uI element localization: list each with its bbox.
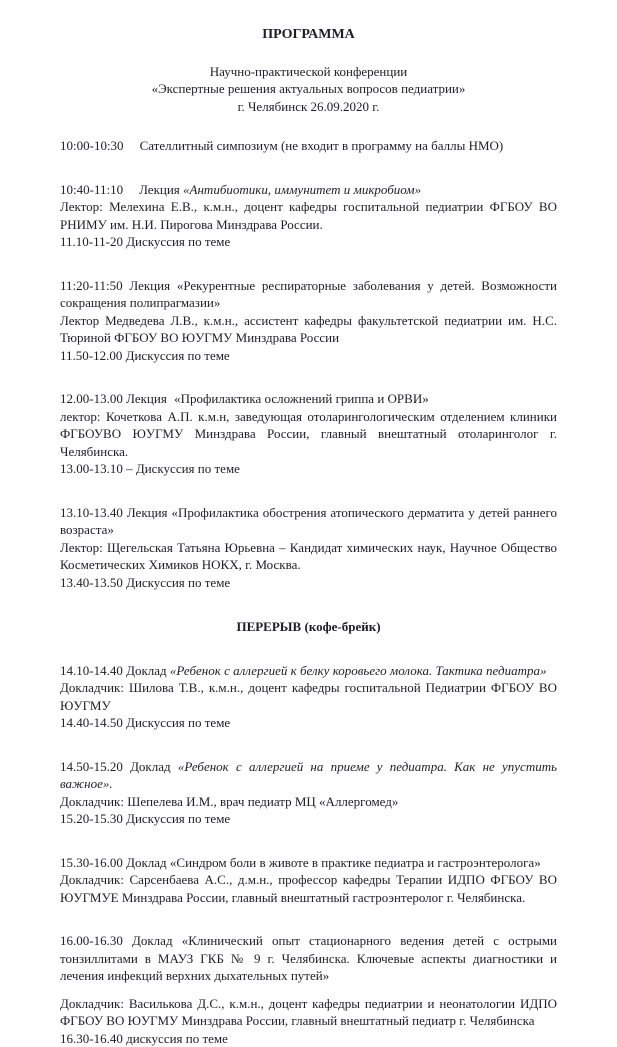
- discussion-line: 16.30-16.40 дискуссия по теме: [60, 1030, 557, 1047]
- program-section: [60, 932, 557, 1047]
- session-title: «Профилактика осложнений гриппа и ОРВИ»: [174, 391, 429, 406]
- speaker-line: Докладчик: Василькова Д.С., к.м.н., доцент кафедры педиатрии и неонатологии ИДПО ФГБОУ ВО ЮУГМУ Минздрава России, главный внештатный педиатр г. Челябинска: [60, 995, 557, 1030]
- discussion-line: 15.20-15.30 Дискуссия по теме: [60, 810, 557, 828]
- speaker-line: лектор: Кочеткова А.П. к.м.н, заведующая отоларингологическим отделением клиники ФГБОУВО ЮУГМУ Минздрава России, главный внештатный отоларинголог г. Челябинска.: [60, 408, 557, 461]
- session-time: 14.50-15.20: [60, 759, 123, 774]
- session-time: 12.00-13.00: [60, 391, 123, 406]
- session-title: «Ребенок с аллергией на приеме у педиатра. Как не упустить важное».: [60, 759, 557, 792]
- session-heading: [60, 181, 557, 199]
- session-type: Лекция: [129, 278, 170, 293]
- session-type: Доклад: [130, 759, 171, 774]
- discussion-line: 14.40-14.50 Дискуссия по теме: [60, 714, 557, 732]
- conference-name: «Экспертные решения актуальных вопросов педиатрии»: [60, 80, 557, 98]
- program-section: [60, 854, 557, 907]
- discussion-line: 11.50-12.00 Дискуссия по теме: [60, 347, 557, 365]
- session-type: Лекция: [126, 391, 167, 406]
- conference-place-date: г. Челябинск 26.09.2020 г.: [60, 98, 557, 116]
- session-title: «Антибиотики, иммунитет и микробиом»: [183, 182, 421, 197]
- speaker-line: Лектор Медведева Л.В., к.м.н., ассистент кафедры факультетской педиатрии им. Н.С. Тюриной ФГБОУ ВО ЮУГМУ Минздрава России: [60, 312, 557, 347]
- session-text: Сателлитный симпозиум (не входит в программу на баллы НМО): [140, 138, 504, 153]
- session-time: 10:40-11:10: [60, 182, 123, 197]
- session-title: «Профилактика обострения атопического дерматита у детей раннего возраста»: [60, 505, 557, 538]
- session-title: «Клинический опыт стационарного ведения детей с острыми тонзиллитами в МАУЗ ГКБ № 9 г. Челябинска. Ключевые аспекты диагностики и лечения инфекций верхних дыхательных путей»: [60, 933, 557, 983]
- speaker-line: Докладчик: Шилова Т.В., к.м.н., доцент кафедры госпитальной Педиатрии ФГБОУ ВО ЮУГМУ: [60, 679, 557, 714]
- satellite-session-line: [60, 137, 557, 155]
- session-heading: [60, 504, 557, 539]
- discussion-line: 13.00-13.10 – Дискуссия по теме: [60, 460, 557, 478]
- speaker-line: Лектор: Мелехина Е.В., к.м.н., доцент кафедры госпитальной педиатрии ФГБОУ ВО РНИМУ им. Н.И. Пирогова Минздрава России.: [60, 198, 557, 233]
- session-heading: [60, 758, 557, 793]
- speaker-line: Докладчик: Шепелева И.М., врач педиатр МЦ «Аллергомед»: [60, 793, 557, 811]
- program-section: [60, 662, 557, 732]
- session-time: 16.00-16.30: [60, 933, 123, 948]
- discussion-line: 11.10-11-20 Дискуссия по теме: [60, 233, 557, 251]
- session-time: 13.10-13.40: [60, 505, 123, 520]
- session-heading: [60, 854, 557, 872]
- session-type: Лекция: [127, 505, 168, 520]
- session-type: Лекция: [139, 182, 180, 197]
- session-time: 11:20-11:50: [60, 278, 123, 293]
- session-time: 14.10-14.40: [60, 663, 123, 678]
- session-type: Доклад: [126, 855, 167, 870]
- page-title: ПРОГРАММА: [60, 26, 557, 44]
- session-type: Доклад: [126, 663, 167, 678]
- program-section: [60, 277, 557, 365]
- program-section: [60, 758, 557, 828]
- session-heading: [60, 390, 557, 408]
- session-title: «Ребенок с аллергией к белку коровьего молока. Тактика педиатра»: [170, 663, 547, 678]
- program-section: [60, 390, 557, 478]
- session-title: «Синдром боли в животе в практике педиатра и гастроэнтеролога»: [170, 855, 541, 870]
- program-section: [60, 181, 557, 251]
- session-time: 15.30-16.00: [60, 855, 123, 870]
- session-title: «Рекурентные респираторные заболевания у детей. Возможности сокращения полипрагмазии»: [60, 278, 557, 311]
- session-heading: [60, 662, 557, 680]
- document-header: [60, 26, 557, 115]
- break-heading: ПЕРЕРЫВ (кофе-брейк): [60, 618, 557, 636]
- session-type: Доклад: [132, 933, 173, 948]
- session-heading: [60, 932, 557, 985]
- discussion-line: 13.40-13.50 Дискуссия по теме: [60, 574, 557, 592]
- conference-type: Научно-практической конференции: [60, 63, 557, 81]
- session-time: 10:00-10:30: [60, 138, 124, 153]
- speaker-line: Лектор: Щегельская Татьяна Юрьевна – Кандидат химических наук, Научное Общество Косметических Химиков НОКХ, г. Москва.: [60, 539, 557, 574]
- speaker-line: Докладчик: Сарсенбаева А.С., д.м.н., профессор кафедры Терапии ИДПО ФГБОУ ВО ЮУГМУЕ Минздрава России, главный внештатный гастроэнтеролог г. Челябинска.: [60, 871, 557, 906]
- session-heading: [60, 277, 557, 312]
- program-section: [60, 504, 557, 592]
